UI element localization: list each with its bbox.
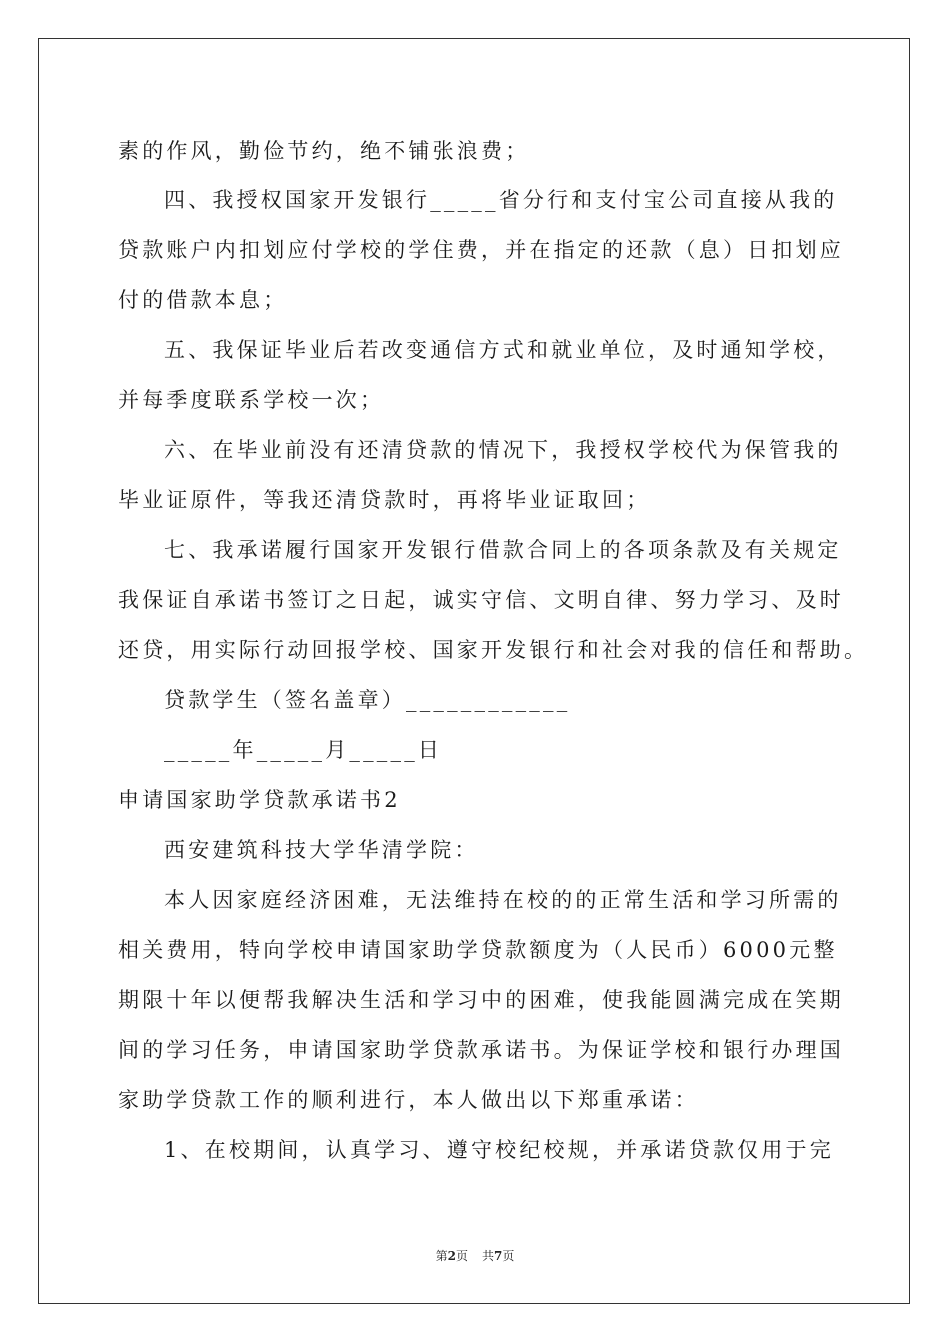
section-heading: 申请国家助学贷款承诺书2	[118, 788, 401, 812]
page-prefix: 第	[435, 1249, 448, 1263]
date-line: _____年_____月_____日	[164, 738, 443, 762]
page-footer	[0, 1248, 950, 1264]
page-border	[38, 38, 910, 1304]
body-line: 期限十年以便帮我解决生活和学习中的困难，使我能圆满完成在笑期	[118, 988, 844, 1012]
total-suffix: 页	[502, 1249, 515, 1263]
addressee-line: 西安建筑科技大学华清学院：	[164, 838, 479, 862]
body-line: 贷款账户内扣划应付学校的学住费，并在指定的还款（息）日扣划应	[118, 238, 844, 262]
signature-line: 贷款学生（签名盖章）____________	[164, 688, 571, 712]
body-line: 并每季度联系学校一次；	[118, 388, 385, 412]
total-prefix: 共	[482, 1249, 495, 1263]
body-line: 素的作风，勤俭节约，绝不铺张浪费；	[118, 139, 530, 163]
page-number: 2	[447, 1249, 456, 1263]
page-suffix: 页	[455, 1249, 468, 1263]
body-line: 相关费用，特向学校申请国家助学贷款额度为（人民币）6000元整	[118, 938, 838, 962]
commitment-one-line: 1、在校期间，认真学习、遵守校纪校规，并承诺贷款仅用于完	[164, 1138, 834, 1162]
total-pages: 7	[494, 1249, 503, 1263]
body-line: 还贷，用实际行动回报学校、国家开发银行和社会对我的信任和帮助。	[118, 638, 869, 662]
clause-five-line: 五、我保证毕业后若改变通信方式和就业单位，及时通知学校，	[164, 338, 842, 362]
clause-six-line: 六、在毕业前没有还清贷款的情况下，我授权学校代为保管我的	[164, 438, 842, 462]
body-line: 付的借款本息；	[118, 288, 288, 312]
body-line: 间的学习任务，申请国家助学贷款承诺书。为保证学校和银行办理国	[118, 1038, 844, 1062]
clause-four-line: 四、我授权国家开发银行_____省分行和支付宝公司直接从我的	[164, 188, 838, 212]
body-line: 毕业证原件，等我还清贷款时，再将毕业证取回；	[118, 488, 651, 512]
clause-seven-line: 七、我承诺履行国家开发银行借款合同上的各项条款及有关规定	[164, 538, 842, 562]
body-line: 我保证自承诺书签订之日起，诚实守信、文明自律、努力学习、及时	[118, 588, 844, 612]
paragraph-start-line: 本人因家庭经济困难，无法维持在校的的正常生活和学习所需的	[164, 888, 842, 912]
body-line: 家助学贷款工作的顺利进行，本人做出以下郑重承诺：	[118, 1088, 699, 1112]
